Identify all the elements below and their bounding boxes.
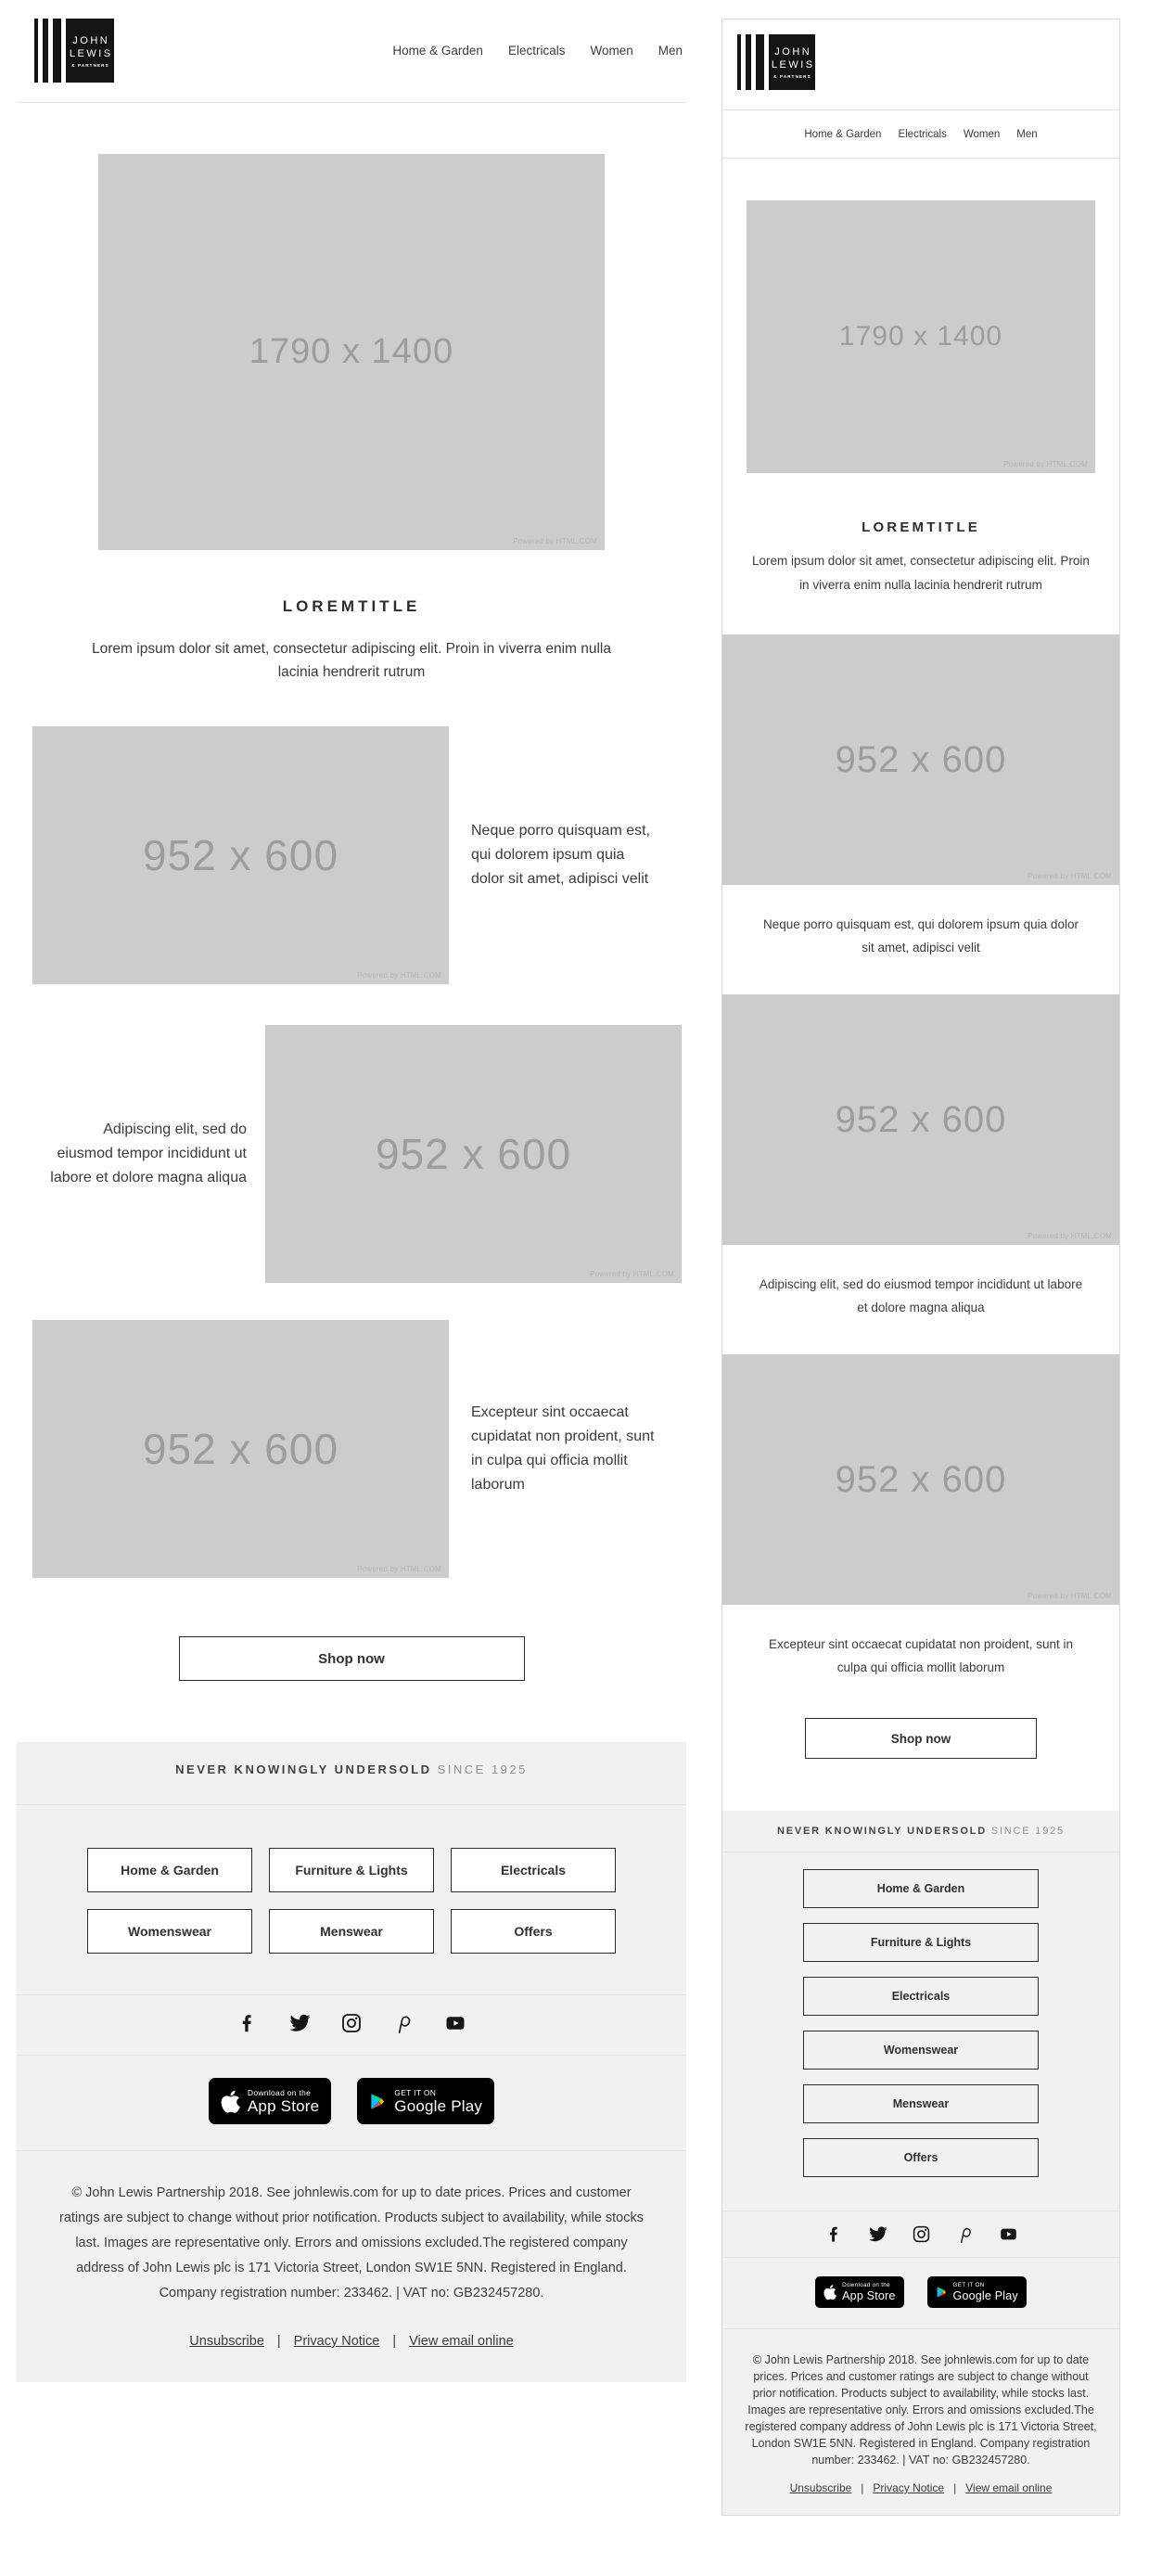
placeholder-watermark: Powered by HTML.COM bbox=[1028, 1232, 1112, 1240]
intro-body: Lorem ipsum dolor sit amet, consectetur adipiscing elit. Proin in viverra enim nulla lacinia hendrerit rutrum bbox=[92, 641, 611, 680]
google-play-badge[interactable] bbox=[927, 2276, 1027, 2308]
footer-links bbox=[17, 2334, 686, 2364]
logo-line2: LEWIS bbox=[69, 47, 113, 59]
header-nav bbox=[392, 44, 683, 58]
hero-image-placeholder bbox=[98, 154, 605, 550]
app-store-line1: Download on the bbox=[842, 2282, 890, 2289]
privacy-notice-link[interactable]: Privacy Notice bbox=[873, 2481, 945, 2494]
google-play-icon bbox=[936, 2286, 948, 2299]
placeholder-size-label: 952 x 600 bbox=[142, 831, 339, 879]
pinterest-icon[interactable] bbox=[392, 2012, 415, 2034]
unsubscribe-link[interactable]: Unsubscribe bbox=[189, 2334, 264, 2349]
placeholder-size-label: 952 x 600 bbox=[835, 1458, 1007, 1500]
logo-stripes-icon bbox=[737, 34, 764, 90]
tagline-main: NEVER KNOWINGLY UNDERSOLD bbox=[777, 1826, 987, 1837]
category-button-furniture-lights[interactable]: Furniture & Lights bbox=[269, 1848, 434, 1892]
instagram-icon[interactable] bbox=[912, 2224, 931, 2244]
twitter-icon[interactable] bbox=[868, 2224, 887, 2244]
logo-line3: & PARTNERS bbox=[71, 62, 109, 68]
john-lewis-logo[interactable] bbox=[737, 34, 1119, 90]
app-store-badge[interactable] bbox=[209, 2078, 331, 2124]
app-store-badge[interactable] bbox=[815, 2276, 903, 2308]
nav-item-electricals[interactable]: Electricals bbox=[898, 128, 947, 140]
category-button-offers[interactable]: Offers bbox=[803, 2138, 1039, 2177]
legal-section bbox=[17, 2151, 686, 2382]
placeholder-size-label: 952 x 600 bbox=[835, 738, 1007, 780]
app-store-line2: App Store bbox=[842, 2288, 896, 2302]
placeholder-size-label: 1790 x 1400 bbox=[249, 332, 454, 371]
twitter-icon[interactable] bbox=[288, 2012, 311, 2034]
category-button-home-garden[interactable]: Home & Garden bbox=[87, 1848, 252, 1892]
category-button-womenswear[interactable]: Womenswear bbox=[803, 2031, 1039, 2070]
placeholder-watermark: Powered by HTML.COM bbox=[590, 1270, 674, 1278]
view-email-online-link[interactable]: View email online bbox=[409, 2334, 514, 2349]
nav-item-home-garden[interactable]: Home & Garden bbox=[804, 128, 882, 140]
placeholder-size-label: 952 x 600 bbox=[142, 1425, 339, 1473]
section-image-placeholder bbox=[722, 994, 1119, 1245]
logo-stripes-icon bbox=[34, 19, 61, 83]
placeholder-size-label: 1790 x 1400 bbox=[838, 321, 1003, 352]
section-text: Adipiscing elit, sed do eiusmod tempor incididunt ut labore et dolore magna aliqua bbox=[50, 1121, 247, 1185]
instagram-icon[interactable] bbox=[340, 2012, 363, 2034]
nav-item-women[interactable]: Women bbox=[590, 44, 633, 58]
placeholder-watermark: Powered by HTML.COM bbox=[513, 537, 597, 545]
placeholder-watermark: Powered by HTML.COM bbox=[1028, 872, 1112, 880]
section-row-1 bbox=[17, 726, 686, 984]
mobile-email-preview bbox=[721, 19, 1120, 2516]
google-play-line1: GET IT ON bbox=[394, 2087, 437, 2097]
category-button-womenswear[interactable]: Womenswear bbox=[87, 1909, 252, 1954]
shop-now-button[interactable]: Shop now bbox=[805, 1718, 1037, 1759]
john-lewis-logo[interactable] bbox=[34, 19, 114, 83]
logo-line1: JOHN bbox=[72, 34, 110, 46]
hero-section bbox=[722, 159, 1119, 473]
header bbox=[17, 0, 686, 103]
category-button-offers[interactable]: Offers bbox=[451, 1909, 616, 1954]
section-2 bbox=[722, 994, 1119, 1319]
tagline-sub: SINCE 1925 bbox=[431, 1762, 528, 1776]
section-text: Excepteur sint occaecat cupidatat non proident, sunt in culpa qui officia mollit laborum bbox=[769, 1637, 1073, 1674]
header bbox=[722, 19, 1119, 110]
category-button-menswear[interactable]: Menswear bbox=[269, 1909, 434, 1954]
section-image-placeholder bbox=[722, 1354, 1119, 1605]
section-row-2 bbox=[17, 1025, 686, 1283]
logo-line3: & PARTNERS bbox=[773, 74, 811, 79]
logo-box bbox=[66, 19, 114, 83]
google-play-line1: GET IT ON bbox=[952, 2282, 985, 2289]
google-play-icon bbox=[369, 2092, 387, 2111]
youtube-icon[interactable] bbox=[999, 2224, 1018, 2244]
unsubscribe-link[interactable]: Unsubscribe bbox=[789, 2481, 852, 2494]
google-play-line2: Google Play bbox=[394, 2096, 483, 2115]
section-1 bbox=[722, 634, 1119, 959]
app-store-line2: App Store bbox=[247, 2096, 320, 2115]
nav-item-men[interactable]: Men bbox=[657, 44, 683, 58]
logo-line1: JOHN bbox=[774, 46, 812, 58]
legal-text: © John Lewis Partnership 2018. See johnlewis.com for up to date prices. Prices and customer ratings are subject to change without prior notification. Products subject to availability, while stocks last. Images are representative only. Errors and omissions excluded.The registered company address of John Lewis plc is 171 Victoria Street, London SW1E 5NN. Registered in England. Company registration number: 233462. | VAT no: GB232457280. bbox=[745, 2353, 1097, 2467]
header-nav bbox=[722, 110, 1119, 159]
section-text: Neque porro quisquam est, qui dolorem ipsum quia dolor sit amet, adipisci velit bbox=[763, 917, 1079, 955]
desktop-email-preview bbox=[17, 0, 686, 2382]
placeholder-watermark: Powered by HTML.COM bbox=[1003, 460, 1088, 468]
category-button-menswear[interactable]: Menswear bbox=[803, 2084, 1039, 2123]
app-badges bbox=[17, 2056, 686, 2151]
facebook-icon[interactable] bbox=[824, 2224, 844, 2244]
link-separator: | bbox=[953, 2481, 957, 2494]
google-play-line2: Google Play bbox=[952, 2288, 1018, 2302]
social-links bbox=[17, 1995, 686, 2056]
legal-section bbox=[722, 2329, 1119, 2515]
footer bbox=[17, 1742, 686, 2382]
placeholder-size-label: 952 x 600 bbox=[375, 1130, 572, 1178]
tagline bbox=[722, 1811, 1119, 1852]
category-button-home-garden[interactable]: Home & Garden bbox=[803, 1869, 1039, 1908]
nav-item-men[interactable]: Men bbox=[1016, 128, 1038, 140]
hero-section bbox=[98, 154, 605, 550]
link-separator: | bbox=[861, 2481, 864, 2494]
category-button-electricals[interactable]: Electricals bbox=[451, 1848, 616, 1892]
logo-line2: LEWIS bbox=[771, 59, 815, 70]
intro-title: LOREMTITLE bbox=[862, 519, 980, 535]
tagline-sub: SINCE 1925 bbox=[986, 1826, 1065, 1837]
google-play-badge[interactable] bbox=[357, 2078, 494, 2124]
placeholder-watermark: Powered by HTML.COM bbox=[357, 971, 441, 980]
category-buttons bbox=[722, 1852, 1119, 2211]
section-image-placeholder bbox=[265, 1025, 682, 1283]
view-email-online-link[interactable]: View email online bbox=[965, 2481, 1053, 2494]
privacy-notice-link[interactable]: Privacy Notice bbox=[293, 2334, 380, 2349]
logo-box bbox=[769, 34, 815, 90]
app-store-line1: Download on the bbox=[247, 2087, 312, 2097]
shop-now-button[interactable]: Shop now bbox=[179, 1636, 525, 1681]
category-buttons bbox=[17, 1805, 686, 1995]
tagline bbox=[17, 1742, 686, 1805]
placeholder-size-label: 952 x 600 bbox=[835, 1098, 1007, 1140]
section-text: Excepteur sint occaecat cupidatat non proident, sunt in culpa qui officia mollit laborum bbox=[471, 1404, 655, 1493]
intro-body: Lorem ipsum dolor sit amet, consectetur adipiscing elit. Proin in viverra enim nulla lacinia hendrerit rutrum bbox=[752, 554, 1090, 592]
section-3 bbox=[722, 1354, 1119, 1679]
placeholder-watermark: Powered by HTML.COM bbox=[1028, 1592, 1112, 1600]
nav-item-women[interactable]: Women bbox=[963, 128, 1001, 140]
link-separator: | bbox=[392, 2334, 397, 2349]
section-image-placeholder bbox=[32, 1320, 449, 1578]
apple-icon bbox=[823, 2284, 836, 2300]
section-text: Adipiscing elit, sed do eiusmod tempor incididunt ut labore et dolore magna aliqua bbox=[759, 1277, 1083, 1314]
hero-image-placeholder bbox=[747, 200, 1095, 473]
section-image-placeholder bbox=[32, 726, 449, 984]
app-badges bbox=[722, 2258, 1119, 2329]
link-separator: | bbox=[276, 2334, 281, 2349]
footer-links bbox=[745, 2481, 1097, 2494]
apple-icon bbox=[221, 2089, 240, 2114]
pinterest-icon[interactable] bbox=[955, 2224, 975, 2244]
placeholder-watermark: Powered by HTML.COM bbox=[357, 1565, 441, 1573]
section-image-placeholder bbox=[722, 634, 1119, 885]
category-button-electricals[interactable]: Electricals bbox=[803, 1977, 1039, 2016]
footer bbox=[722, 1811, 1119, 2515]
facebook-icon[interactable] bbox=[236, 2012, 259, 2034]
tagline-main: NEVER KNOWINGLY UNDERSOLD bbox=[175, 1762, 432, 1776]
intro-title: LOREMTITLE bbox=[282, 597, 421, 615]
section-row-3 bbox=[17, 1320, 686, 1578]
category-button-furniture-lights[interactable]: Furniture & Lights bbox=[803, 1923, 1039, 1962]
nav-item-electricals[interactable]: Electricals bbox=[507, 44, 566, 58]
section-text: Neque porro quisquam est, qui dolorem ipsum quia dolor sit amet, adipisci velit bbox=[471, 823, 650, 887]
nav-item-home-garden[interactable]: Home & Garden bbox=[392, 44, 483, 58]
social-links bbox=[722, 2211, 1119, 2258]
legal-text: © John Lewis Partnership 2018. See johnlewis.com for up to date prices. Prices and customer ratings are subject to change without prior notification. Products subject to availability, while stocks last. Images are representative only. Errors and omissions excluded.The registered company address of John Lewis plc is 171 Victoria Street, London SW1E 5NN. Registered in England. Company registration number: 233462. | VAT no: GB232457280. bbox=[59, 2185, 644, 2300]
youtube-icon[interactable] bbox=[444, 2012, 466, 2034]
